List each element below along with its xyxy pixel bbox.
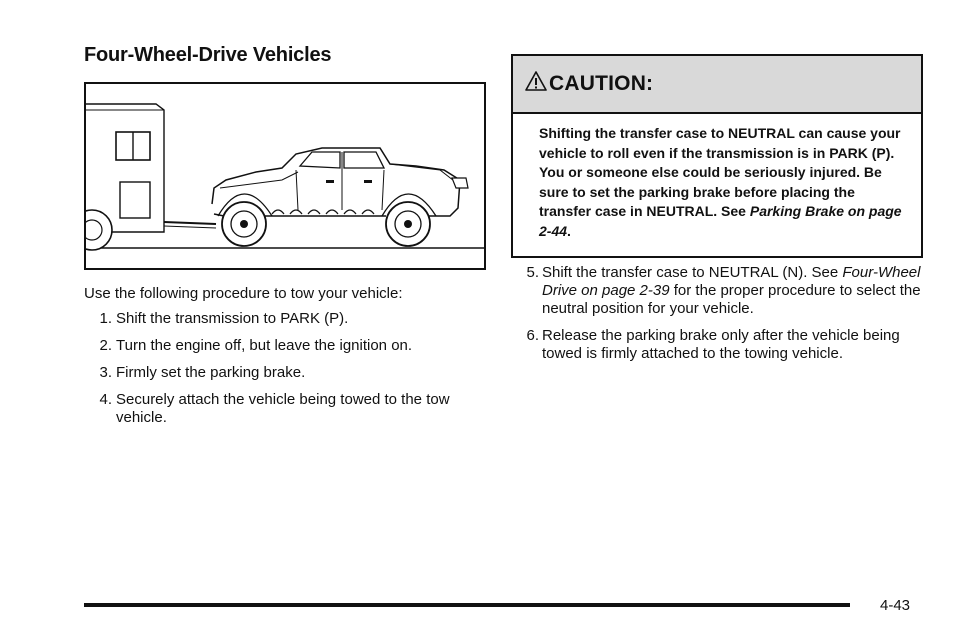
footer-rule — [84, 603, 850, 607]
caution-reference: Parking Brake on page 2-44 — [539, 203, 902, 239]
step-text: Shift the transmission to PARK (P). — [116, 310, 349, 327]
caution-text: Shifting the transfer case to NEUTRAL can cause your vehicle to roll even if the transmission is in PARK (P). You or someone else could be seriously injured. Be sure to set the parking brake before placing the transfer case in NEUTRAL. See — [539, 125, 901, 220]
caution-box — [511, 54, 923, 258]
caution-title: CAUTION: — [549, 72, 654, 95]
list-item — [84, 391, 490, 427]
truck-towing-trailer-illustration — [86, 84, 484, 268]
step-number: 3. — [99, 364, 112, 381]
step-text: Firmly set the parking brake. — [116, 364, 306, 381]
step-text: Turn the engine off, but leave the ignition on. — [116, 337, 413, 354]
intro-text: Use the following procedure to tow your vehicle: — [84, 285, 403, 302]
step-text-after: for the proper procedure to select the neutral position for your vehicle. — [542, 281, 921, 317]
step-number: 1. — [99, 310, 112, 327]
step-number: 6. — [526, 326, 539, 344]
list-item — [511, 264, 923, 318]
step-text: Release the parking brake only after the vehicle being towed is firmly attached to the towing vehicle. — [542, 326, 900, 362]
step-number: 2. — [99, 337, 112, 354]
caution-header — [513, 56, 921, 114]
list-item — [84, 337, 490, 355]
list-item — [84, 364, 490, 382]
tow-steps-list-continued — [511, 264, 923, 363]
section-title: Four-Wheel-Drive Vehicles — [84, 44, 332, 66]
towing-illustration — [84, 82, 486, 270]
step-number: 4. — [99, 391, 112, 408]
step-reference: Four-Wheel Drive on page 2-39 — [542, 263, 921, 299]
step-text: Securely attach the vehicle being towed to the tow vehicle. — [116, 391, 450, 426]
list-item — [84, 310, 490, 328]
tow-steps-list — [84, 310, 490, 427]
caution-tail: . — [567, 222, 571, 239]
page-number: 4-43 — [880, 597, 911, 614]
warning-triangle-icon — [525, 70, 547, 92]
step-number: 5. — [526, 263, 539, 281]
step-text: Shift the transfer case to NEUTRAL (N). See — [542, 263, 843, 281]
caution-body — [513, 114, 921, 256]
list-item — [511, 327, 923, 363]
right-column — [511, 54, 923, 372]
left-column — [84, 42, 490, 436]
